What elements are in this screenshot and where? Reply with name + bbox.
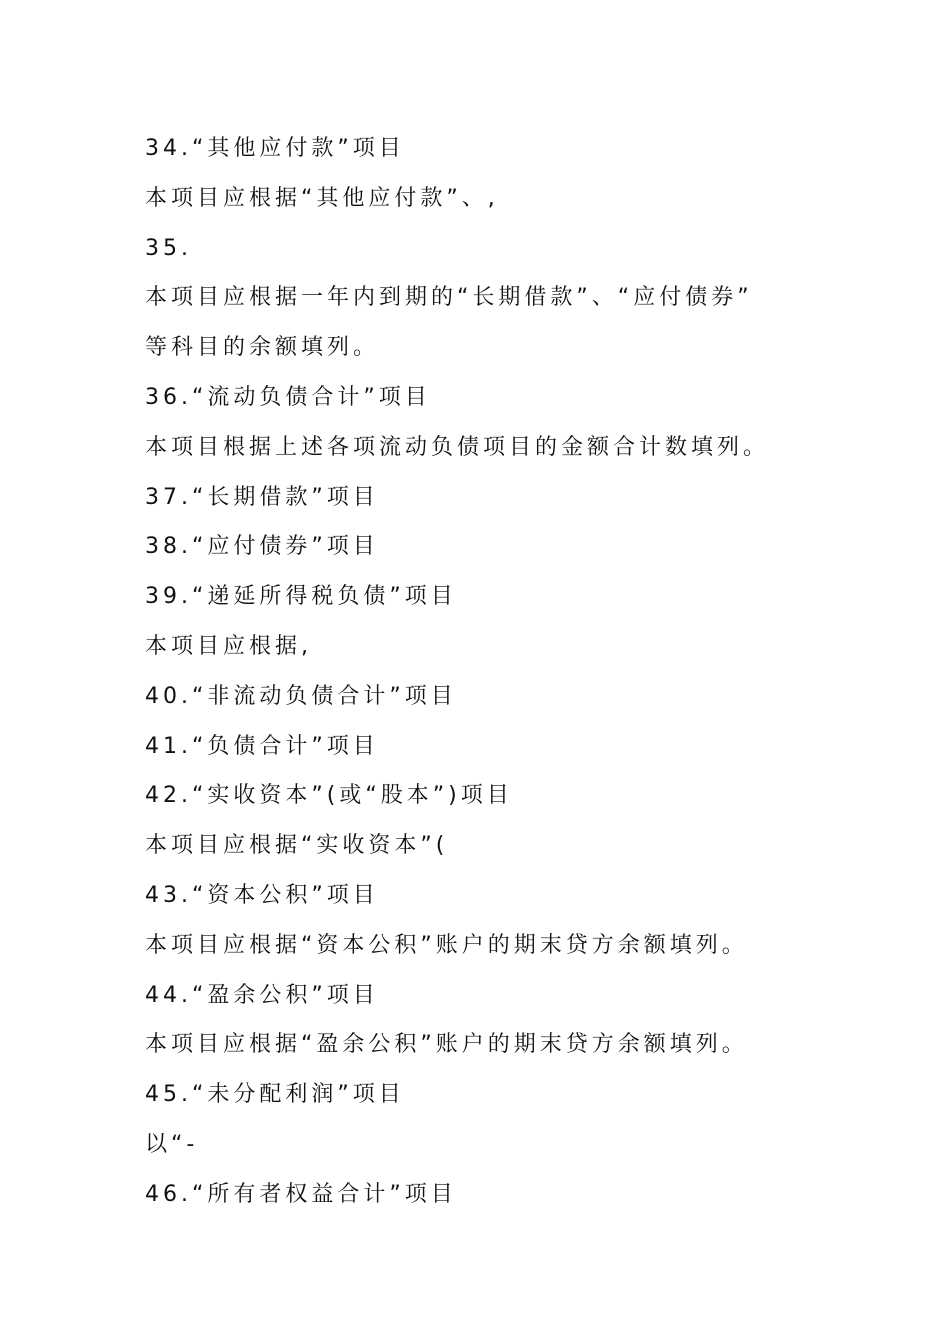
- document-body: [145, 131, 845, 1227]
- item-45-heading: 45.“未分配利润”项目: [145, 1082, 405, 1108]
- item-40-heading: 40.“非流动负债合计”项目: [145, 683, 457, 709]
- item-46-heading: 46.“所有者权益合计”项目: [145, 1181, 457, 1207]
- item-42-heading: 42.“实收资本”(或“股本”)项目: [145, 783, 513, 809]
- item-39-heading: 39.“递延所得税负债”项目: [145, 584, 457, 610]
- item-36-heading: 36.“流动负债合计”项目: [145, 384, 431, 410]
- item-36-text: 本项目根据上述各项流动负债项目的金额合计数填列。: [145, 434, 770, 460]
- item-35-heading: 35.: [145, 235, 192, 261]
- item-43-heading: 43.“资本公积”项目: [145, 882, 379, 908]
- item-37-heading: 37.“长期借款”项目: [145, 484, 379, 510]
- item-42-text: 本项目应根据“实收资本”(: [145, 833, 449, 859]
- item-45-text: 以“-: [145, 1131, 199, 1157]
- item-44-heading: 44.“盈余公积”项目: [145, 982, 379, 1008]
- item-34-text: 本项目应根据“其他应付款”、,: [145, 185, 499, 211]
- item-38-heading: 38.“应付债券”项目: [145, 534, 379, 560]
- item-35-text-line-2: 等科目的余额填列。: [145, 335, 380, 361]
- item-35-text-line-1: 本项目应根据一年内到期的“长期借款”、“应付债券”: [145, 285, 753, 311]
- item-39-text: 本项目应根据,: [145, 633, 312, 659]
- item-43-text: 本项目应根据“资本公积”账户的期末贷方余额填列。: [145, 932, 748, 958]
- item-34-heading: 34.“其他应付款”项目: [145, 136, 405, 161]
- item-44-text: 本项目应根据“盈余公积”账户的期末贷方余额填列。: [145, 1032, 748, 1058]
- item-41-heading: 41.“负债合计”项目: [145, 733, 379, 759]
